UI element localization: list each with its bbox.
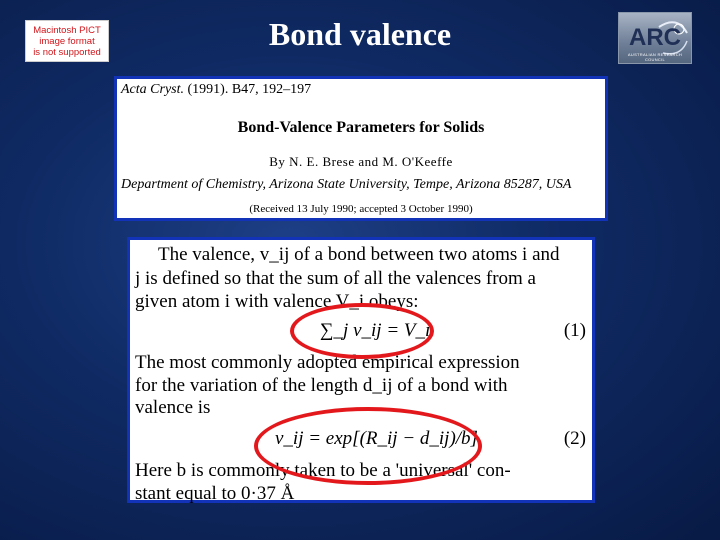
pict-line-1: Macintosh PICT — [33, 24, 101, 36]
journal-name: Acta Cryst. — [121, 82, 184, 97]
paper-header-excerpt — [114, 76, 608, 221]
pict-line-2: image format — [39, 35, 95, 47]
equation-1: ∑_j v_ij = V_i. — [320, 320, 436, 341]
equation-2: v_ij = exp[(R_ij − d_ij)/b]. — [275, 428, 483, 449]
paper-title: Bond-Valence Parameters for Solids — [237, 119, 485, 136]
paper-body-excerpt — [127, 237, 595, 503]
excerpt-line-7: Here b is commonly taken to be a 'universal' con- — [135, 460, 511, 481]
equation-1-number: (1) — [563, 320, 586, 341]
excerpt-line-6: valence is — [135, 397, 211, 418]
equation-2-number: (2) — [563, 428, 586, 449]
arc-logo-subtitle: AUSTRALIAN RESEARCH COUNCIL — [627, 52, 683, 62]
excerpt-line-2: j is defined so that the sum of all the valences from a — [135, 268, 536, 289]
excerpt-line-4: The most commonly adopted empirical expression — [135, 352, 520, 373]
pict-line-3: is not supported — [33, 46, 101, 58]
excerpt-line-1: The valence, v_ij of a bond between two atoms i and — [158, 244, 560, 265]
excerpt-line-8: stant equal to 0·37 Å — [135, 483, 295, 504]
excerpt-line-3: given atom i with valence V_i obeys: — [135, 291, 419, 312]
citation-details: (1991). B47, 192–197 — [187, 82, 312, 97]
excerpt-line-5: for the variation of the length d_ij of a bond with — [135, 375, 508, 396]
arc-logo-text: ARC — [629, 24, 681, 51]
paper-citation — [121, 82, 311, 98]
pict-unsupported-placeholder — [25, 20, 109, 62]
paper-department: Department of Chemistry, Arizona State University, Tempe, Arizona 85287, USA — [121, 177, 572, 192]
paper-received-dates: (Received 13 July 1990; accepted 3 October 1990) — [249, 203, 473, 215]
arc-logo — [618, 12, 692, 64]
slide-title: Bond valence — [268, 16, 452, 52]
paper-authors: By N. E. Brese and M. O'Keeffe — [269, 154, 453, 169]
